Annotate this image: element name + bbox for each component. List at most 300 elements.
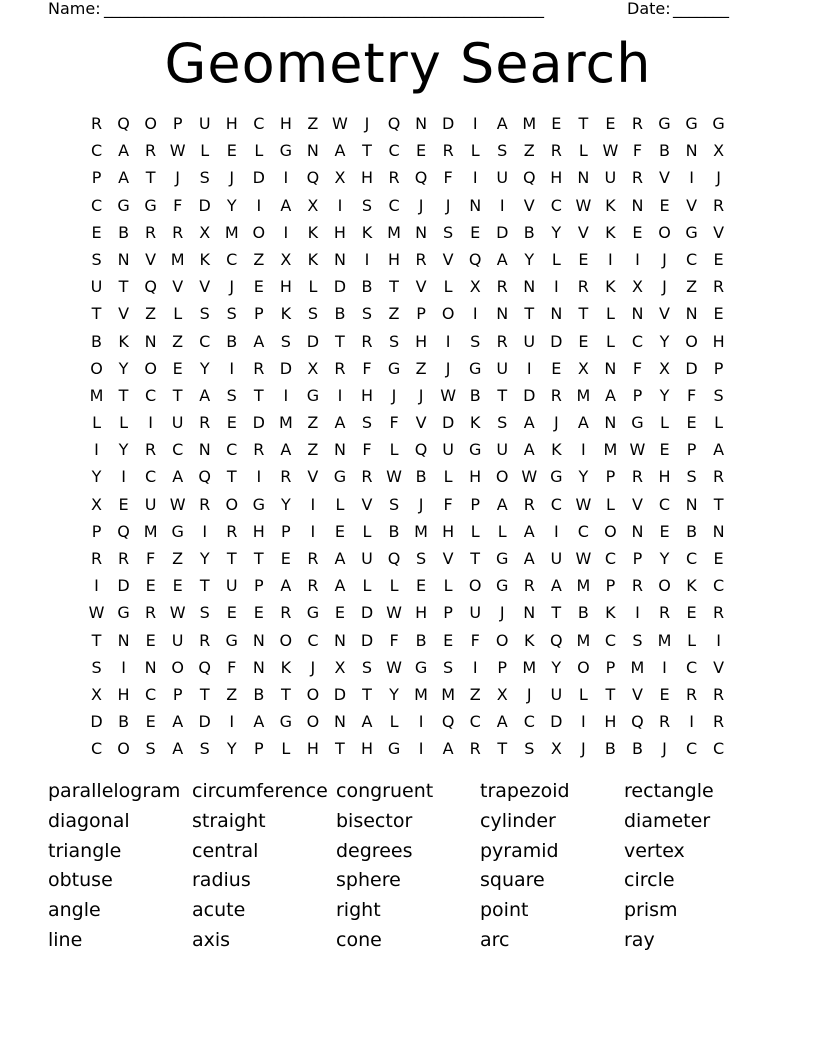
grid-letter: V bbox=[361, 494, 373, 514]
grid-letter: E bbox=[226, 141, 237, 161]
grid-letter: E bbox=[686, 413, 697, 433]
grid-letter: J bbox=[229, 168, 235, 188]
grid-letter: I bbox=[499, 195, 505, 215]
grid-letter: R bbox=[631, 168, 644, 188]
grid-letter: N bbox=[144, 331, 157, 351]
word-bank-item: diameter bbox=[624, 809, 711, 832]
grid-letter: J bbox=[526, 684, 532, 704]
grid-letter: C bbox=[550, 195, 562, 215]
grid-letter: M bbox=[630, 657, 645, 677]
grid-letter: F bbox=[389, 630, 399, 650]
grid-letter: S bbox=[361, 413, 373, 433]
grid-letter: E bbox=[632, 222, 643, 242]
grid-letter: L bbox=[173, 304, 183, 324]
grid-letter: B bbox=[415, 630, 427, 650]
grid-letter: Q bbox=[198, 657, 211, 677]
word-bank-item: right bbox=[336, 899, 381, 922]
grid-letter: M bbox=[414, 521, 428, 541]
word-bank-item: line bbox=[48, 928, 83, 951]
grid-letter: H bbox=[415, 331, 428, 351]
grid-letter: N bbox=[333, 249, 346, 269]
grid-letter: B bbox=[631, 739, 643, 759]
grid-letter: R bbox=[631, 576, 644, 596]
grid-letter: T bbox=[362, 684, 372, 704]
grid-letter: C bbox=[90, 739, 103, 759]
grid-letter: C bbox=[523, 712, 535, 732]
grid-letter: V bbox=[659, 168, 670, 188]
grid-letter: I bbox=[418, 712, 424, 732]
grid-letter: F bbox=[443, 494, 453, 514]
grid-letter: D bbox=[252, 168, 265, 188]
grid-row bbox=[83, 710, 733, 737]
grid-letter: B bbox=[361, 277, 373, 297]
grid-letter: M bbox=[522, 114, 537, 133]
grid-letter: D bbox=[252, 413, 265, 433]
grid-letter: R bbox=[199, 630, 211, 650]
grid-letter: I bbox=[608, 249, 613, 269]
word-bank-item: diagonal bbox=[48, 809, 130, 832]
grid-letter: D bbox=[360, 603, 374, 623]
grid-letter: O bbox=[144, 114, 157, 133]
grid-letter: T bbox=[605, 684, 616, 704]
grid-letter: V bbox=[631, 684, 643, 704]
grid-letter: F bbox=[362, 358, 372, 378]
grid-letter: N bbox=[631, 195, 644, 215]
grid-letter: U bbox=[523, 331, 536, 351]
grid-letter: M bbox=[441, 684, 456, 704]
grid-letter: O bbox=[441, 304, 455, 324]
grid-letter: Q bbox=[550, 630, 563, 650]
word-bank-item: parallelogram bbox=[48, 780, 181, 802]
grid-letter: F bbox=[443, 168, 453, 188]
grid-letter: R bbox=[388, 168, 400, 188]
grid-letter: D bbox=[685, 358, 698, 378]
grid-letter: X bbox=[307, 358, 319, 378]
grid-letter: I bbox=[472, 168, 478, 188]
grid-letter: T bbox=[335, 331, 345, 351]
grid-letter: P bbox=[253, 304, 264, 324]
grid-letter: R bbox=[496, 331, 508, 351]
grid-letter: A bbox=[118, 141, 130, 161]
grid-letter: J bbox=[364, 114, 370, 133]
word-bank-item: cylinder bbox=[480, 809, 556, 832]
grid-letter: G bbox=[712, 114, 725, 133]
grid-letter: V bbox=[686, 195, 698, 215]
grid-letter: Q bbox=[522, 168, 536, 188]
grid-letter: E bbox=[659, 440, 670, 460]
grid-letter: C bbox=[90, 141, 103, 161]
grid-letter: J bbox=[553, 413, 559, 433]
grid-letter: K bbox=[605, 222, 616, 242]
grid-letter: J bbox=[499, 603, 505, 623]
grid-letter: E bbox=[118, 494, 129, 514]
grid-letter: A bbox=[253, 331, 265, 351]
grid-letter: V bbox=[659, 304, 670, 324]
grid-letter: C bbox=[685, 549, 698, 568]
grid-letter: M bbox=[89, 385, 104, 405]
grid-letter: I bbox=[337, 385, 343, 405]
grid-letter: A bbox=[523, 521, 535, 541]
grid-letter: I bbox=[256, 467, 262, 487]
grid-row bbox=[83, 629, 733, 656]
grid-letter: U bbox=[550, 549, 563, 568]
grid-letter: W bbox=[575, 494, 592, 514]
grid-letter: D bbox=[333, 277, 347, 297]
grid-row bbox=[83, 520, 733, 547]
grid-letter: I bbox=[581, 712, 586, 732]
grid-letter: I bbox=[337, 195, 343, 215]
word-bank bbox=[48, 778, 768, 957]
grid-letter: Y bbox=[551, 657, 562, 677]
grid-row bbox=[83, 112, 733, 139]
grid-row bbox=[83, 194, 733, 221]
grid-letter: E bbox=[443, 630, 454, 650]
grid-letter: H bbox=[252, 521, 265, 541]
grid-letter: F bbox=[632, 358, 643, 378]
grid-letter: T bbox=[551, 603, 562, 623]
grid-letter: W bbox=[169, 494, 186, 514]
grid-letter: C bbox=[226, 440, 238, 460]
grid-letter: O bbox=[225, 494, 239, 514]
grid-letter: Z bbox=[469, 684, 481, 704]
grid-letter: B bbox=[118, 222, 130, 242]
grid-letter: I bbox=[229, 712, 235, 732]
grid-letter: H bbox=[658, 467, 671, 487]
grid-letter: X bbox=[469, 277, 481, 297]
grid-letter: H bbox=[415, 603, 428, 623]
grid-letter: U bbox=[198, 114, 211, 133]
grid-letter: T bbox=[118, 277, 129, 297]
grid-letter: B bbox=[415, 467, 427, 487]
grid-letter: V bbox=[631, 494, 643, 514]
grid-letter: N bbox=[685, 304, 698, 324]
grid-letter: L bbox=[389, 712, 399, 732]
grid-letter: H bbox=[442, 521, 455, 541]
grid-letter: V bbox=[172, 277, 184, 297]
grid-letter: L bbox=[92, 413, 101, 433]
grid-letter: N bbox=[252, 657, 265, 677]
grid-letter: W bbox=[386, 603, 402, 623]
grid-letter: Q bbox=[387, 549, 401, 568]
grid-letter: R bbox=[713, 684, 725, 704]
grid-letter: M bbox=[278, 413, 293, 433]
grid-letter: R bbox=[631, 114, 644, 133]
grid-letter: L bbox=[119, 413, 129, 433]
grid-letter: E bbox=[578, 249, 589, 269]
grid-letter: I bbox=[283, 168, 289, 188]
grid-letter: W bbox=[332, 114, 348, 133]
grid-letter: T bbox=[524, 304, 535, 324]
grid-letter: C bbox=[226, 249, 238, 269]
grid-letter: G bbox=[658, 114, 671, 133]
grid-row bbox=[83, 737, 733, 764]
grid-letter: R bbox=[334, 358, 346, 378]
date-label: Date: bbox=[627, 0, 671, 18]
grid-letter: I bbox=[94, 576, 99, 596]
grid-letter: R bbox=[253, 440, 265, 460]
grid-letter: X bbox=[577, 358, 589, 378]
grid-letter: G bbox=[496, 576, 509, 596]
grid-letter: Y bbox=[226, 739, 237, 759]
grid-letter: R bbox=[199, 494, 211, 514]
grid-letter: E bbox=[145, 630, 156, 650]
grid-letter: X bbox=[713, 141, 725, 161]
grid-letter: R bbox=[280, 603, 292, 623]
grid-letter: T bbox=[713, 494, 724, 514]
grid-letter: P bbox=[632, 549, 643, 568]
grid-letter: T bbox=[226, 549, 237, 568]
word-bank-item: acute bbox=[192, 899, 246, 922]
grid-letter: C bbox=[631, 331, 644, 351]
grid-letter: P bbox=[605, 467, 616, 487]
grid-letter: R bbox=[145, 141, 157, 161]
grid-letter: J bbox=[418, 385, 424, 405]
grid-letter: R bbox=[442, 141, 454, 161]
grid-letter: S bbox=[443, 222, 454, 242]
grid-letter: E bbox=[253, 603, 264, 623]
worksheet-header bbox=[48, 0, 748, 20]
grid-letter: V bbox=[118, 304, 130, 324]
grid-letter: G bbox=[685, 114, 698, 133]
grid-letter: C bbox=[604, 549, 616, 568]
grid-letter: R bbox=[145, 440, 157, 460]
grid-letter: G bbox=[117, 603, 130, 623]
grid-letter: L bbox=[335, 494, 345, 514]
grid-letter: K bbox=[280, 304, 292, 324]
grid-letter: B bbox=[118, 712, 130, 732]
grid-letter: U bbox=[496, 440, 509, 460]
grid-letter: J bbox=[445, 195, 451, 215]
grid-letter: A bbox=[713, 440, 725, 460]
grid-letter: V bbox=[442, 549, 454, 568]
grid-letter: V bbox=[145, 249, 157, 269]
grid-letter: H bbox=[360, 385, 373, 405]
grid-letter: W bbox=[386, 467, 402, 487]
grid-letter: V bbox=[523, 195, 535, 215]
grid-letter: H bbox=[360, 168, 373, 188]
word-bank-item: bisector bbox=[336, 809, 413, 832]
grid-letter: Q bbox=[414, 168, 428, 188]
grid-letter: Q bbox=[631, 712, 644, 732]
grid-letter: T bbox=[362, 141, 372, 161]
grid-letter: C bbox=[685, 739, 698, 759]
grid-letter: H bbox=[279, 277, 292, 297]
grid-letter: X bbox=[334, 168, 346, 188]
grid-letter: J bbox=[662, 277, 667, 297]
grid-letter: J bbox=[716, 168, 721, 188]
grid-letter: U bbox=[469, 603, 482, 623]
grid-letter: S bbox=[497, 141, 508, 161]
grid-letter: G bbox=[496, 549, 509, 568]
grid-letter: S bbox=[388, 494, 400, 514]
grid-letter: U bbox=[90, 277, 103, 297]
grid-letter: T bbox=[253, 549, 264, 568]
word-bank-item: obtuse bbox=[48, 869, 113, 892]
grid-letter: P bbox=[253, 576, 264, 596]
grid-letter: H bbox=[117, 684, 130, 704]
grid-letter: I bbox=[283, 385, 289, 405]
grid-letter: A bbox=[496, 494, 508, 514]
grid-letter: C bbox=[685, 657, 698, 677]
grid-letter: D bbox=[90, 712, 103, 732]
grid-letter: E bbox=[470, 222, 481, 242]
grid-letter: L bbox=[497, 521, 507, 541]
grid-letter: R bbox=[713, 712, 725, 732]
grid-letter: P bbox=[416, 304, 426, 324]
grid-letter: T bbox=[118, 385, 129, 405]
word-bank-item: trapezoid bbox=[480, 780, 570, 802]
grid-letter: N bbox=[144, 657, 157, 677]
grid-letter: E bbox=[145, 576, 156, 596]
grid-letter: S bbox=[199, 168, 210, 188]
grid-letter: K bbox=[469, 413, 481, 433]
grid-letter: Y bbox=[659, 549, 670, 568]
grid-letter: R bbox=[523, 494, 535, 514]
grid-letter: S bbox=[199, 603, 210, 623]
grid-letter: N bbox=[712, 521, 725, 541]
grid-row bbox=[83, 248, 733, 275]
grid-letter: R bbox=[361, 331, 373, 351]
grid-letter: S bbox=[524, 739, 535, 759]
grid-letter: L bbox=[578, 684, 588, 704]
grid-letter: T bbox=[497, 739, 508, 759]
word-bank-item: congruent bbox=[336, 780, 434, 802]
word-bank-item: circumference bbox=[192, 780, 328, 802]
grid-letter: Z bbox=[388, 304, 400, 324]
grid-letter: E bbox=[226, 413, 237, 433]
grid-letter: U bbox=[225, 576, 238, 596]
grid-letter: W bbox=[169, 141, 186, 161]
grid-letter: Y bbox=[199, 358, 210, 378]
grid-letter: Y bbox=[659, 331, 670, 351]
grid-row bbox=[83, 221, 733, 248]
grid-letter: O bbox=[495, 630, 509, 650]
grid-letter: F bbox=[227, 657, 237, 677]
grid-letter: L bbox=[389, 440, 399, 460]
grid-letter: J bbox=[418, 195, 424, 215]
grid-letter: L bbox=[660, 413, 669, 433]
grid-letter: X bbox=[550, 739, 562, 759]
grid-letter: R bbox=[577, 277, 589, 297]
grid-letter: E bbox=[172, 576, 183, 596]
grid-letter: I bbox=[689, 712, 694, 732]
grid-letter: P bbox=[632, 385, 643, 405]
grid-letter: R bbox=[415, 249, 427, 269]
grid-letter: M bbox=[414, 684, 428, 704]
grid-letter: X bbox=[91, 494, 102, 514]
grid-letter: C bbox=[90, 195, 103, 215]
grid-letter: S bbox=[361, 195, 373, 215]
grid-letter: O bbox=[144, 358, 157, 378]
grid-row bbox=[83, 166, 733, 193]
grid-letter: I bbox=[553, 277, 559, 297]
grid-letter: T bbox=[253, 385, 264, 405]
grid-letter: E bbox=[145, 712, 156, 732]
grid-letter: V bbox=[577, 222, 589, 242]
grid-letter: A bbox=[496, 249, 508, 269]
grid-letter: B bbox=[659, 141, 670, 161]
grid-letter: N bbox=[604, 358, 617, 378]
grid-letter: U bbox=[496, 168, 509, 188]
grid-letter: R bbox=[469, 739, 481, 759]
grid-letter: F bbox=[389, 413, 399, 433]
grid-letter: I bbox=[689, 168, 694, 188]
grid-letter: W bbox=[521, 467, 538, 487]
grid-letter: B bbox=[226, 331, 238, 351]
grid-letter: L bbox=[443, 576, 453, 596]
grid-letter: N bbox=[117, 630, 130, 650]
grid-letter: E bbox=[416, 141, 427, 161]
grid-letter: I bbox=[581, 440, 586, 460]
grid-letter: B bbox=[91, 331, 103, 351]
grid-row bbox=[83, 601, 733, 628]
grid-letter: Q bbox=[468, 249, 482, 269]
grid-letter: L bbox=[362, 576, 372, 596]
grid-letter: R bbox=[118, 549, 130, 568]
grid-letter: S bbox=[497, 413, 508, 433]
grid-letter: E bbox=[659, 521, 670, 541]
grid-letter: A bbox=[496, 712, 508, 732]
word-bank-item: straight bbox=[192, 809, 266, 832]
grid-letter: A bbox=[550, 576, 562, 596]
grid-letter: T bbox=[226, 467, 237, 487]
grid-letter: G bbox=[685, 222, 698, 242]
grid-letter: T bbox=[91, 304, 102, 324]
word-bank-item: degrees bbox=[336, 839, 413, 862]
grid-row bbox=[83, 438, 733, 465]
grid-letter: M bbox=[657, 630, 672, 650]
grid-letter: W bbox=[169, 603, 186, 623]
grid-letter: Y bbox=[578, 467, 589, 487]
grid-letter: O bbox=[117, 739, 130, 759]
word-bank-item: vertex bbox=[624, 839, 685, 862]
grid-letter: O bbox=[604, 521, 617, 541]
grid-letter: G bbox=[468, 440, 482, 460]
grid-letter: Y bbox=[226, 195, 237, 215]
grid-letter: M bbox=[576, 630, 591, 650]
grid-letter: O bbox=[90, 358, 103, 378]
grid-letter: D bbox=[333, 684, 347, 704]
grid-letter: N bbox=[415, 222, 428, 242]
grid-letter: L bbox=[714, 413, 724, 433]
grid-letter: R bbox=[713, 467, 725, 487]
grid-letter: V bbox=[307, 467, 319, 487]
word-bank-item: circle bbox=[624, 869, 675, 892]
grid-letter: T bbox=[145, 168, 156, 188]
grid-letter: G bbox=[279, 141, 293, 161]
word-bank-item: triangle bbox=[48, 839, 122, 862]
grid-letter: P bbox=[172, 114, 183, 133]
grid-letter: R bbox=[631, 467, 644, 487]
grid-letter: E bbox=[334, 521, 345, 541]
grid-letter: L bbox=[443, 467, 453, 487]
grid-letter: A bbox=[280, 576, 292, 596]
word-bank-item: point bbox=[480, 899, 529, 922]
grid-letter: P bbox=[470, 494, 480, 514]
grid-letter: S bbox=[470, 331, 481, 351]
grid-letter: K bbox=[307, 249, 319, 269]
grid-letter: A bbox=[280, 440, 292, 460]
grid-letter: N bbox=[604, 413, 617, 433]
grid-letter: Z bbox=[226, 684, 238, 704]
grid-letter: C bbox=[199, 331, 211, 351]
grid-letter: I bbox=[445, 331, 451, 351]
grid-letter: I bbox=[526, 358, 532, 378]
grid-letter: R bbox=[253, 358, 265, 378]
grid-letter: J bbox=[175, 168, 181, 188]
grid-row bbox=[83, 547, 733, 574]
grid-letter: A bbox=[253, 712, 265, 732]
